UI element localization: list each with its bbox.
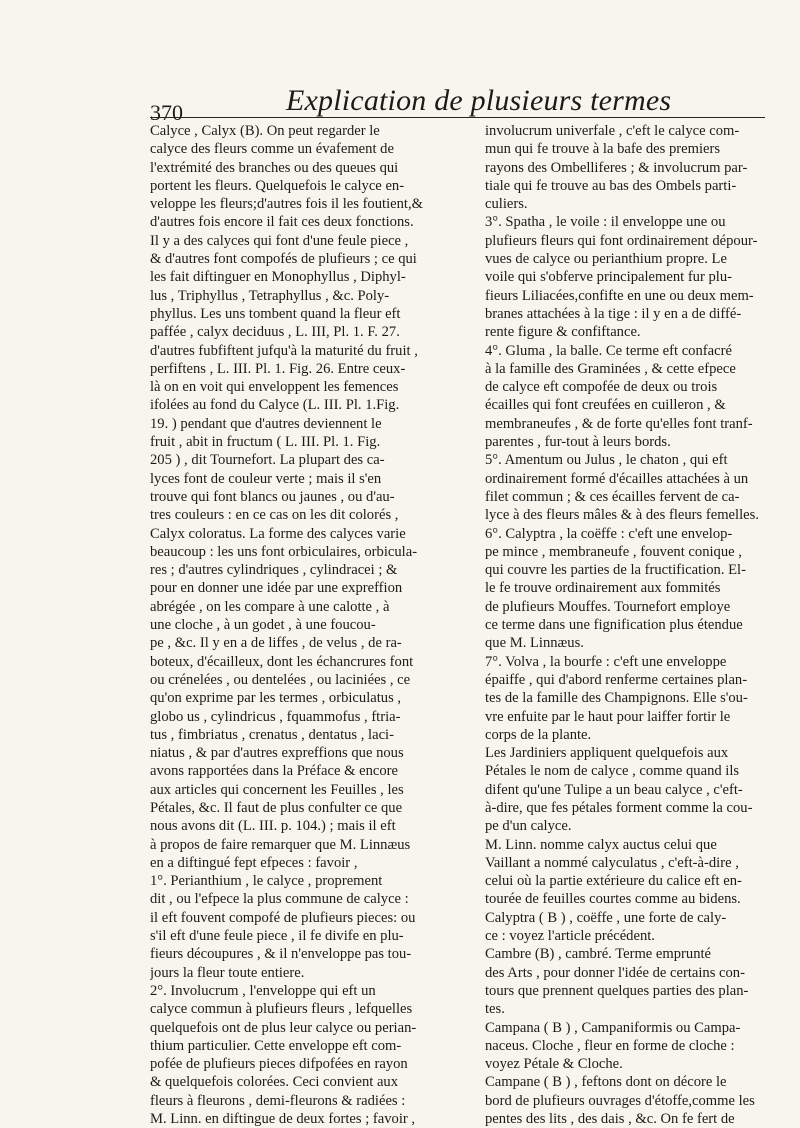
text-line: en a diftingué fept efpeces : favoir , — [150, 854, 358, 871]
text-line: 2°. Involucrum , l'enveloppe qui eft un — [150, 982, 376, 999]
text-line: à la famille des Graminées , & cette efpece — [485, 360, 736, 377]
text-line: Il y a des calyces qui font d'une feule piece , — [150, 232, 409, 249]
text-line: ce terme dans une fignification plus étendue — [485, 617, 743, 634]
text-line: membraneufes , & de forte qu'elles font tranf- — [485, 415, 753, 432]
left-column — [150, 122, 473, 1128]
text-line: Calyptra ( B ) , coëffe , une forte de caly- — [485, 909, 727, 926]
text-line: portent les fleurs. Quelquefois le calyce en- — [150, 177, 405, 194]
text-line: involucrum univerfale , c'eft le calyce com- — [485, 123, 740, 139]
text-line: M. Linn. nomme calyx auctus celui que — [485, 836, 717, 853]
text-line: tourée de feuilles courtes comme au bidens. — [485, 891, 741, 908]
text-line: paffée , calyx deciduus , L. III, Pl. 1. F. 27. — [150, 324, 400, 341]
text-line: 3°. Spatha , le voile : il enveloppe une ou — [485, 214, 726, 231]
text-line: 1°. Perianthium , le calyce , proprement — [150, 873, 383, 890]
text-line: voile qui s'obferve principalement fur plu- — [485, 269, 732, 286]
text-line: que M. Linnæus. — [485, 635, 584, 652]
text-line: res ; d'autres cylindriques , cylindracei ; & — [150, 562, 398, 579]
text-line: tours que prennent quelques parties des plan- — [485, 982, 749, 999]
text-line: écailles qui font creufées en cuilleron , & — [485, 397, 726, 414]
text-line: trouve qui font blancs ou jaunes , ou d'au- — [150, 488, 395, 505]
page-header — [150, 84, 760, 125]
text-line: pofée de plufieurs pieces difpofées en rayon — [150, 1056, 408, 1073]
text-line: parentes , fur-tout à leurs bords. — [485, 434, 671, 451]
text-line: pe d'un calyce. — [485, 818, 572, 835]
text-line: calyce commun à plufieurs fleurs , lefquelles — [150, 1001, 413, 1018]
text-line: pe mince , membraneufe , fouvent conique , — [485, 543, 742, 560]
text-line: Calyx coloratus. La forme des calyces varie — [150, 525, 406, 542]
text-line: 7°. Volva , la bourfe : c'eft une enveloppe — [485, 653, 727, 670]
text-line: il eft fouvent compofé de plufieurs pieces: ou — [150, 909, 416, 926]
text-line: de calyce eft compofée de deux ou trois — [485, 379, 718, 396]
text-line: ou crénelées , ou dentelées , ou laciniées , ce — [150, 671, 411, 688]
text-line: mun qui fe trouve à la bafe des premiers — [485, 141, 721, 158]
text-line: fruit , abit in fructum ( L. III. Pl. 1. Fig. — [150, 434, 381, 451]
text-line: nous avons dit (L. III. p. 104.) ; mais il eft — [150, 818, 396, 835]
text-line: vre enfuite par le haut pour laiffer fortir le — [485, 708, 731, 725]
text-line: d'autres fubfiftent jufqu'à la maturité du fruit , — [150, 342, 418, 359]
text-line: dit , ou l'efpece la plus commune de calyce : — [150, 891, 409, 908]
text-line: boteux, d'écailleux, dont les échancrures font — [150, 653, 414, 670]
text-line: Cambre (B) , cambré. Terme emprunté — [485, 946, 712, 963]
text-line: d'autres fois encore il fait ces deux fonctions. — [150, 214, 414, 231]
text-line: avons rapportées dans la Préface & encore — [150, 763, 398, 780]
text-line: tes. — [485, 1001, 505, 1018]
text-line: une cloche , à un godet , à une foucou- — [150, 617, 376, 634]
text-line: de plufieurs Mouffes. Tournefort employe — [485, 598, 731, 615]
text-line: 6°. Calyptra , la coëffe : c'eft une envelop- — [485, 525, 733, 542]
text-line: 5°. Amentum ou Julus , le chaton , qui eft — [485, 452, 728, 469]
text-line: vues de calyce ou perianthium propre. Le — [485, 251, 727, 268]
text-line: & d'autres font compofés de plufieurs ; ce qui — [150, 251, 417, 268]
text-line: veloppe les fleurs;d'autres fois il les foutient,& — [150, 196, 423, 213]
text-line: celui où la partie extérieure du calice eft en- — [485, 873, 742, 890]
text-line: naceus. Cloche , fleur en forme de cloche : — [485, 1037, 735, 1054]
text-line: lyces font de couleur verte ; mais il s'en — [150, 470, 382, 487]
text-line: globo us , cylindricus , fquammofus , ftria- — [150, 708, 401, 725]
text-line: Campana ( B ) , Campaniformis ou Campa- — [485, 1019, 741, 1036]
text-line: les fait diftinguer en Monophyllus , Diphyl- — [150, 269, 406, 286]
text-line: Vaillant a nommé calyculatus , c'eft-à-dire , — [485, 854, 739, 871]
text-line: fieurs découpures , & il n'enveloppe pas tou- — [150, 946, 412, 963]
text-line: branes attachées à la tige : il y en a de diffé- — [485, 305, 742, 322]
text-line: filet commun ; & ces écailles fervent de ca- — [485, 488, 740, 505]
text-line: M. Linn. en diftingue de deux fortes ; favoir , — [150, 1111, 416, 1128]
text-line: là on en voit qui enveloppent les femences — [150, 379, 399, 396]
text-line: aux articles qui concernent les Feuilles , les — [150, 781, 404, 798]
text-line: beaucoup : les uns font orbiculaires, orbicula- — [150, 543, 418, 560]
text-line: pentes des lits , des dais , &c. On fe fert de — [485, 1111, 735, 1128]
text-line: Les Jardiniers appliquent quelquefois aux — [485, 745, 729, 762]
text-line: culiers. — [485, 196, 528, 213]
text-line: s'il eft d'une feule piece , il fe divife en plu- — [150, 928, 404, 945]
text-line: Pétales le nom de calyce , comme quand ils — [485, 763, 740, 780]
text-line: Pétales, &c. Il faut de plus confulter ce que — [150, 799, 403, 816]
text-line: qui couvre les parties de la fructification. El- — [485, 562, 746, 579]
text-line: l'extrémité des branches ou des queues qui — [150, 159, 399, 176]
text-line: à-dire, que fes pétales forment comme la cou- — [485, 799, 753, 816]
text-line: le fe trouve ordinairement aux fommités — [485, 580, 721, 597]
text-line: difent qu'une Tulipe a un beau calyce , c'eft- — [485, 781, 743, 798]
text-line: abrégée , on les compare à une calotte , à — [150, 598, 390, 615]
text-line: à propos de faire remarquer que M. Linnæus — [150, 836, 411, 853]
text-line: tus , fimbriatus , crenatus , dentatus , laci- — [150, 726, 394, 743]
text-line: quelquefois ont de plus leur calyce ou perian- — [150, 1019, 417, 1036]
text-line: bord de plufieurs ouvrages d'étoffe,comme les — [485, 1092, 755, 1109]
text-line: niatus , & par d'autres expreffions que nous — [150, 745, 404, 762]
text-line: lyce à des fleurs mâles & à des fleurs femelles. — [485, 507, 759, 524]
text-line: phyllus. Les uns tombent quand la fleur eft — [150, 305, 401, 322]
text-line: pour en donner une idée par une expreffion — [150, 580, 403, 597]
text-line: tes de la famille des Champignons. Elle s'ou- — [485, 690, 748, 707]
text-line: pe , &c. Il y en a de liffes , de velus , de ra- — [150, 635, 402, 652]
text-line: & quelquefois colorées. Ceci convient aux — [150, 1074, 399, 1091]
text-line: jours la fleur toute entiere. — [150, 964, 305, 981]
text-line: thium particulier. Cette enveloppe eft com- — [150, 1037, 402, 1054]
text-line: lus , Triphyllus , Tetraphyllus , &c. Poly- — [150, 287, 390, 304]
text-line: corps de la plante. — [485, 726, 592, 743]
text-line: ce : voyez l'article précédent. — [485, 928, 655, 945]
text-line: des Arts , pour donner l'idée de certains con- — [485, 964, 745, 981]
text-line: 19. ) pendant que d'autres deviennent le — [150, 415, 382, 432]
text-line: qu'on exprime par les termes , orbiculatus , — [150, 690, 402, 707]
page-number: 370 — [150, 100, 183, 125]
text-line: plufieurs fleurs qui font ordinairement dépour- — [485, 232, 758, 249]
text-line: Calyce , Calyx (B). On peut regarder le — [150, 123, 380, 139]
text-line: fleurs à fleurons , demi-fleurons & radiées : — [150, 1092, 406, 1109]
text-line: voyez Pétale & Cloche. — [485, 1056, 623, 1073]
right-column — [485, 122, 800, 1128]
text-line: perfiftens , L. III. Pl. 1. Fig. 26. Entre ceux- — [150, 360, 406, 377]
text-line: Campane ( B ) , feftons dont on décore le — [485, 1074, 727, 1091]
text-line: rayons des Ombelliferes ; & involucrum par- — [485, 159, 748, 176]
text-line: épaiffe , qui d'abord renferme certaines plan- — [485, 671, 748, 688]
text-line: calyce des fleurs comme un évafement de — [150, 141, 394, 158]
text-line: tres couleurs : en ce cas on les dit colorés , — [150, 507, 399, 524]
text-line: rente figure & confiftance. — [485, 324, 641, 341]
text-line: 205 ) , dit Tournefort. La plupart des ca- — [150, 452, 385, 469]
running-title: Explication de plusieurs termes — [286, 84, 672, 117]
text-line: 4°. Gluma , la balle. Ce terme eft confacré — [485, 342, 732, 359]
text-line: ifolées au fond du Calyce (L. III. Pl. 1.Fig. — [150, 397, 400, 414]
text-line: fieurs Liliacées,confifte en une ou deux mem- — [485, 287, 754, 304]
text-line: tiale qui fe trouve au bas des Ombels parti- — [485, 177, 737, 194]
header-rule — [150, 117, 765, 118]
text-line: ordinairement formé d'écailles attachées à un — [485, 470, 749, 487]
